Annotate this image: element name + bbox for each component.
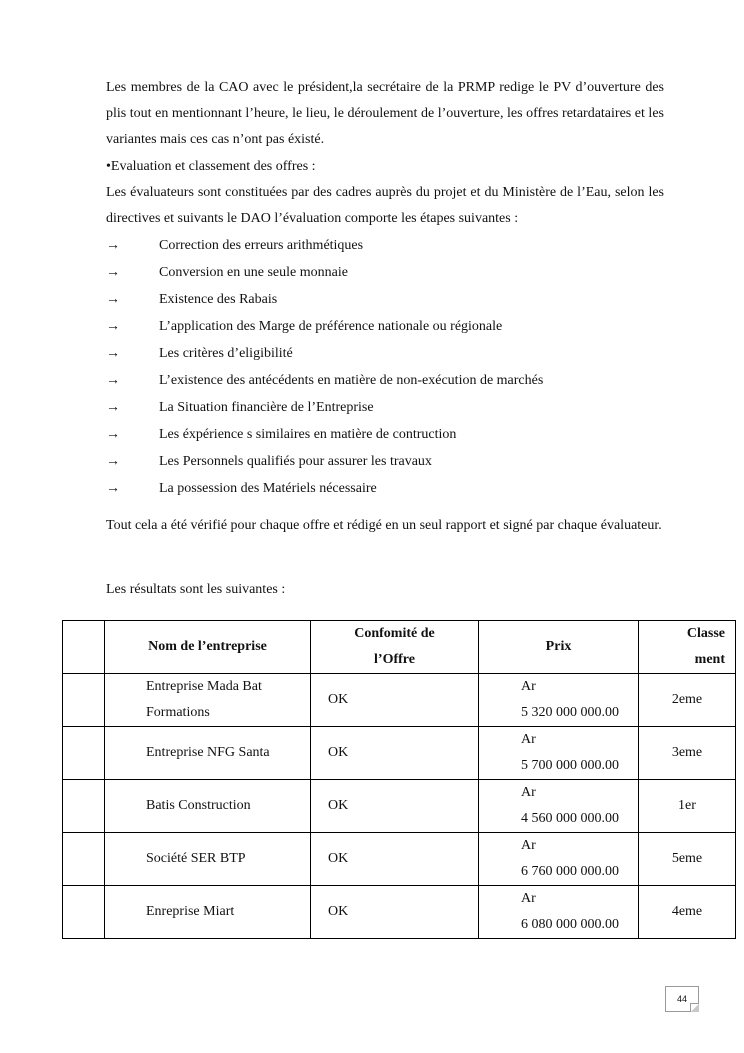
arrow-icon: → <box>106 346 120 361</box>
paragraph-evaluateurs: Les évaluateurs sont constituées par des cadres auprès du projet et du Ministère de l’Eau, selon les directives et suivants le DAO l’évaluation comporte les étapes suivantes : <box>106 185 664 226</box>
row-empty-cell <box>63 780 105 833</box>
cell-conformite: OK <box>311 727 479 780</box>
table-row <box>63 833 736 886</box>
bullet-icon: • <box>106 159 111 174</box>
table-row <box>63 674 736 727</box>
cell-prix: Ar 5 320 000 000.00 <box>479 674 639 727</box>
arrow-icon: → <box>106 481 120 496</box>
paragraph-ouverture: Les membres de la CAO avec le président,la secrétaire de la PRMP redige le PV d’ouverture des plis tout en mentionnant l’heure, le lieu, le déroulement de l’ouverture, les offres retardataires et les variantes mais ces cas n’ont pas éxisté. <box>106 80 664 147</box>
row-empty-cell <box>63 674 105 727</box>
list-item: → L’application des Marge de préférence nationale ou régionale <box>106 313 666 340</box>
arrow-icon: → <box>106 400 120 415</box>
header-classement: Classe ment <box>639 621 736 674</box>
cell-name: Enreprise Miart <box>105 886 311 939</box>
evaluation-steps-list <box>106 232 666 502</box>
row-empty-cell <box>63 886 105 939</box>
arrow-icon: → <box>106 454 120 469</box>
arrow-icon: → <box>106 265 120 280</box>
results-table <box>62 620 736 939</box>
list-item: → Les Personnels qualifiés pour assurer les travaux <box>106 448 666 475</box>
arrow-icon: → <box>106 292 120 307</box>
list-item: → Conversion en une seule monnaie <box>106 259 666 286</box>
cell-classement: 1er <box>639 780 736 833</box>
cell-conformite: OK <box>311 780 479 833</box>
cell-prix: Ar 6 080 000 000.00 <box>479 886 639 939</box>
header-empty-cell <box>63 621 105 674</box>
list-item: → Les critères d’eligibilité <box>106 340 666 367</box>
cell-name: Entreprise NFG Santa <box>105 727 311 780</box>
bullet-heading <box>106 154 664 180</box>
list-item: → La Situation financière de l’Entreprise <box>106 394 666 421</box>
row-empty-cell <box>63 833 105 886</box>
list-item: → Existence des Rabais <box>106 286 666 313</box>
row-empty-cell <box>63 727 105 780</box>
paragraph-resultats: Les résultats sont les suivantes : <box>106 582 286 597</box>
list-item: → Correction des erreurs arithmétiques <box>106 232 666 259</box>
page-number: 44 <box>665 986 699 1012</box>
cell-prix: Ar 4 560 000 000.00 <box>479 780 639 833</box>
paragraph-verification: Tout cela a été vérifié pour chaque offre et rédigé en un seul rapport et signé par chaque évaluateur. <box>106 518 662 533</box>
cell-classement: 4eme <box>639 886 736 939</box>
list-item: → L’existence des antécédents en matière de non-exécution de marchés <box>106 367 666 394</box>
cell-name: Batis Construction <box>105 780 311 833</box>
cell-prix: Ar 6 760 000 000.00 <box>479 833 639 886</box>
cell-conformite: OK <box>311 886 479 939</box>
bullet-heading-text: Evaluation et classement des offres : <box>110 159 316 174</box>
header-name: Nom de l’entreprise <box>105 621 311 674</box>
cell-name: Entreprise Mada Bat Formations <box>105 674 311 727</box>
arrow-icon: → <box>106 319 120 334</box>
list-item: → La possession des Matériels nécessaire <box>106 475 666 502</box>
table-header-row <box>63 621 736 674</box>
cell-classement: 2eme <box>639 674 736 727</box>
cell-classement: 3eme <box>639 727 736 780</box>
arrow-icon: → <box>106 373 120 388</box>
cell-classement: 5eme <box>639 833 736 886</box>
table-row <box>63 727 736 780</box>
cell-conformite: OK <box>311 674 479 727</box>
cell-prix: Ar 5 700 000 000.00 <box>479 727 639 780</box>
list-item: → Les éxpérience s similaires en matière de contruction <box>106 421 666 448</box>
table-row <box>63 886 736 939</box>
header-conformite: Confomité de l’Offre <box>311 621 479 674</box>
table-row <box>63 780 736 833</box>
cell-name: Société SER BTP <box>105 833 311 886</box>
arrow-icon: → <box>106 238 120 253</box>
header-prix: Prix <box>479 621 639 674</box>
cell-conformite: OK <box>311 833 479 886</box>
arrow-icon: → <box>106 427 120 442</box>
